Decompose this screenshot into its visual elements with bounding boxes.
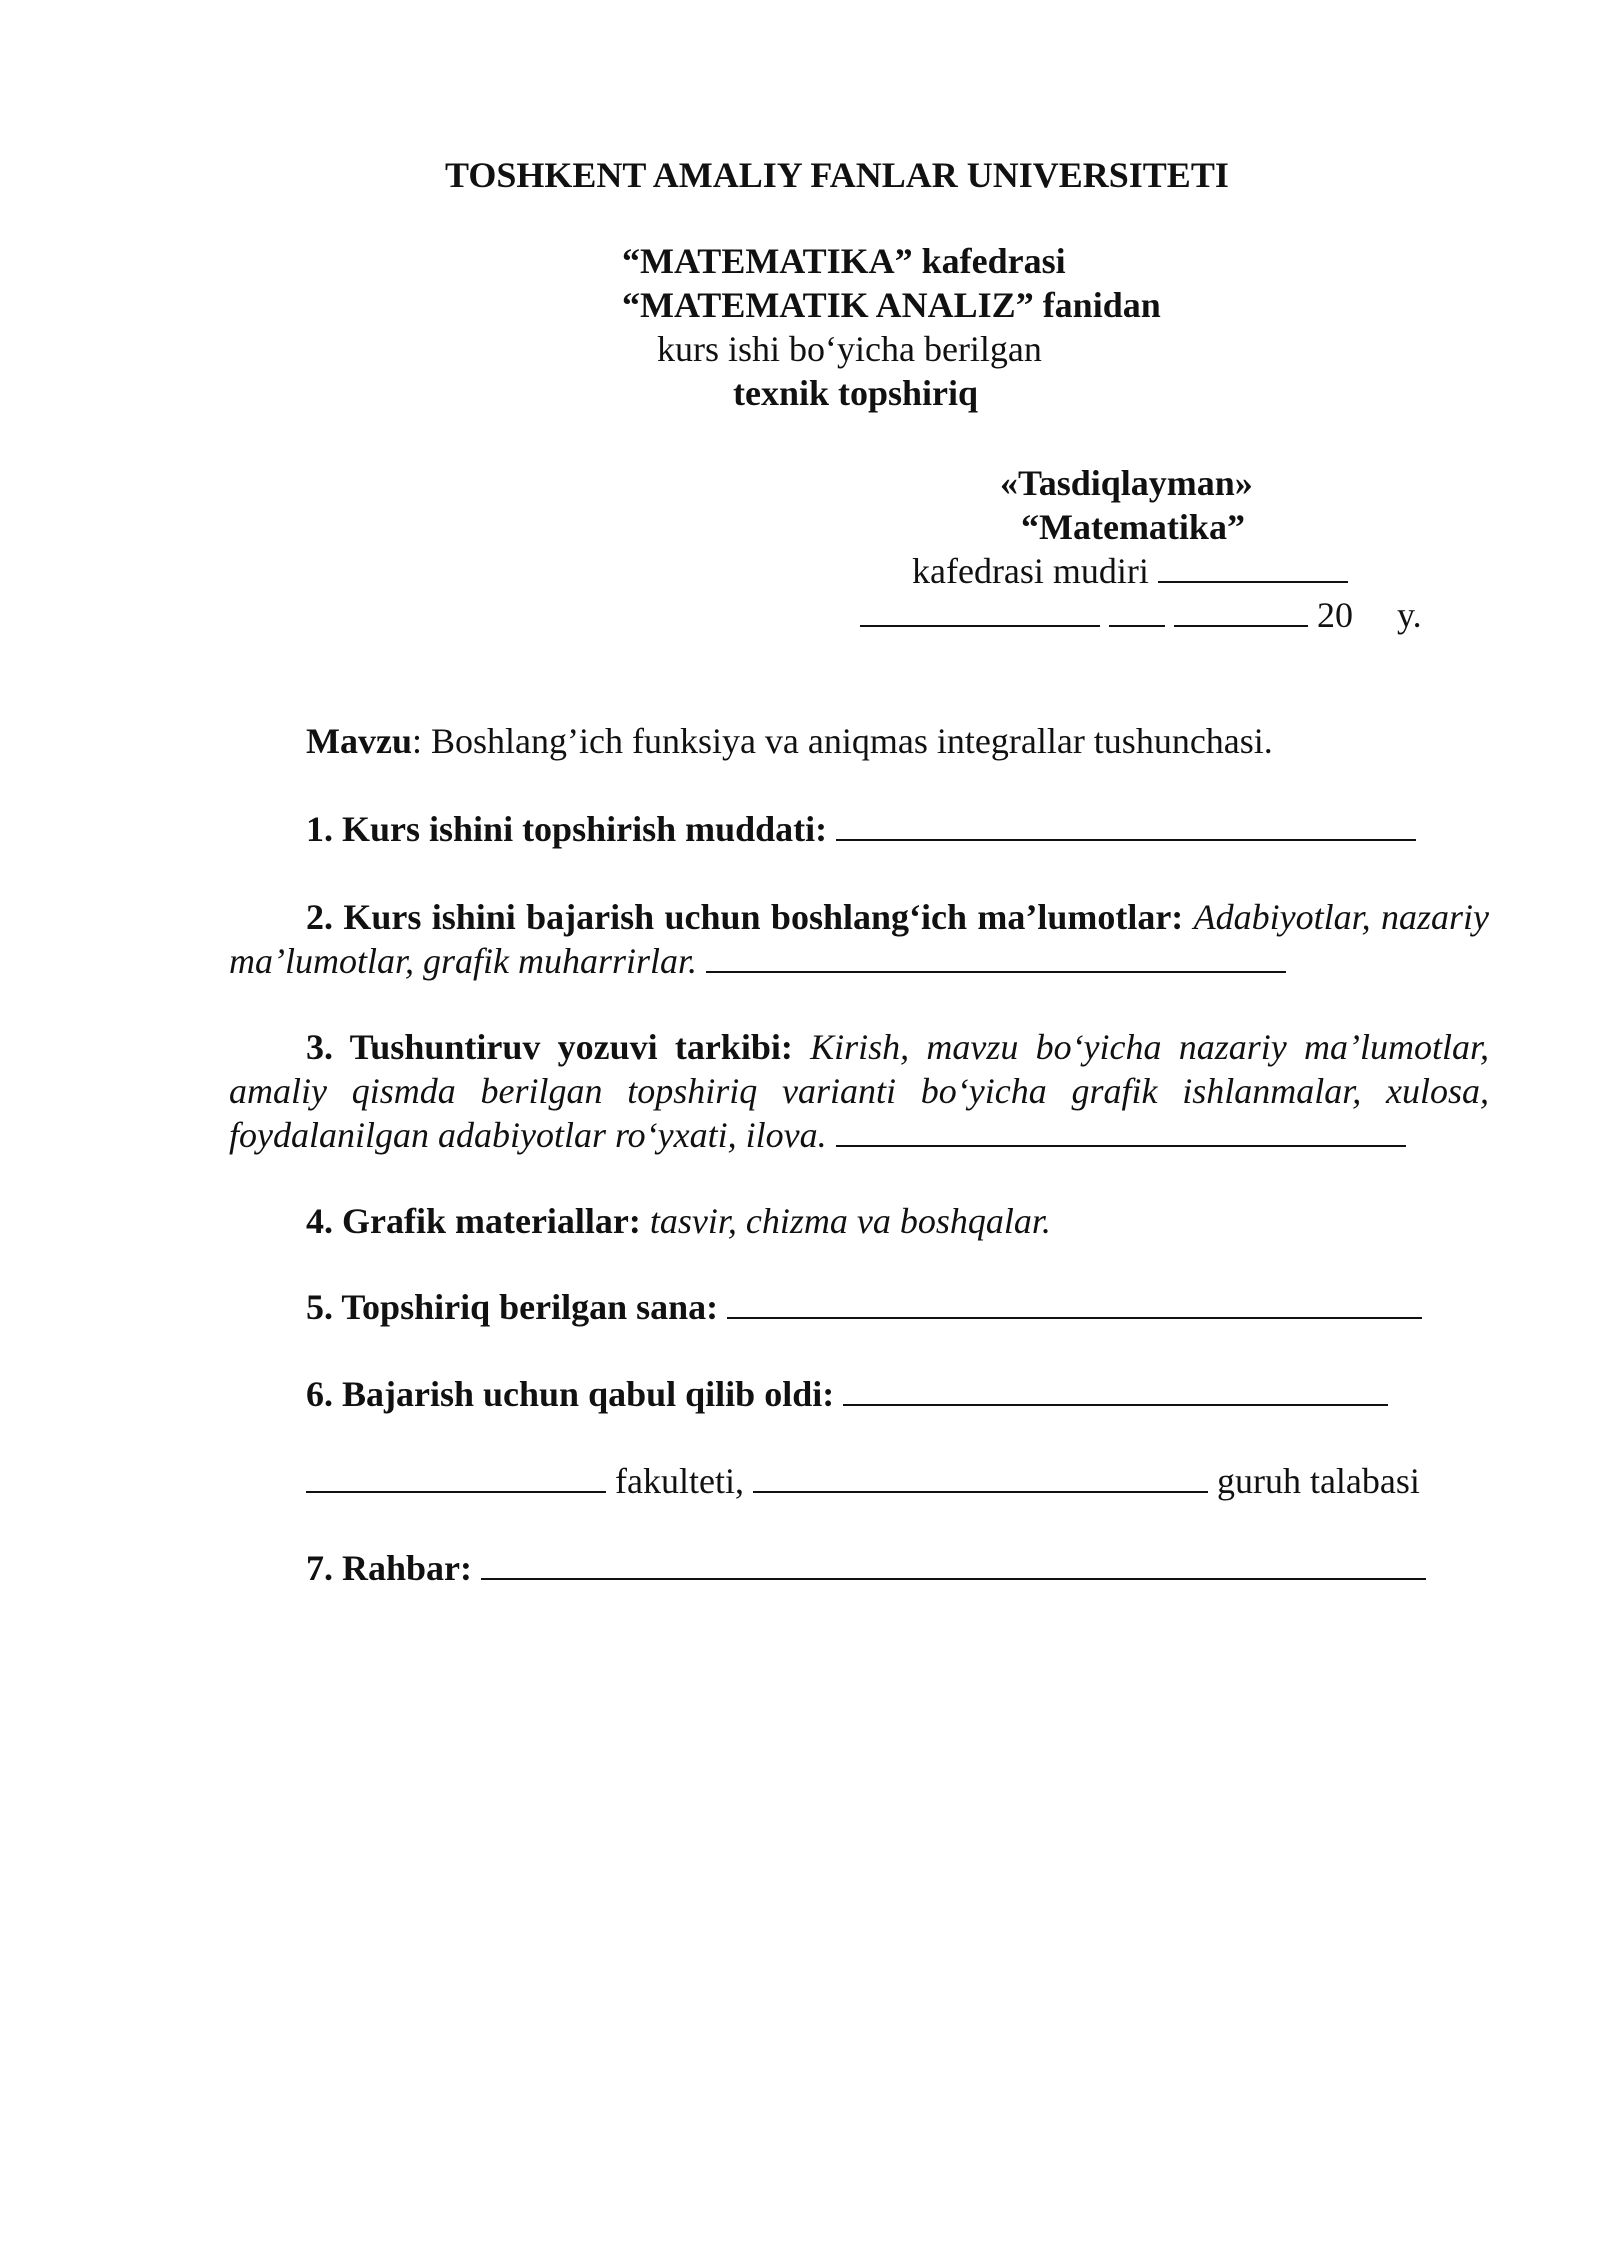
department-name: “MATEMATIKA” kafedrasi — [622, 241, 1066, 281]
item-4 — [306, 1199, 1051, 1243]
university-name: TOSHKENT AMALIY FANLAR UNIVERSITETI — [445, 155, 1229, 195]
approval-department: “Matematika” — [1021, 507, 1245, 547]
header-subtitle: kurs ishi bo‘yicha berilgan — [657, 329, 1042, 369]
item-1 — [306, 807, 1416, 851]
faculty-label: fakulteti, — [615, 1461, 744, 1501]
item-3-label: 3. Tushuntiruv yozuvi tarkibi: — [306, 1027, 793, 1067]
year-suffix: y. — [1397, 595, 1422, 635]
signature-blank — [1158, 551, 1348, 583]
item-1-blank — [836, 809, 1416, 841]
student-line — [306, 1459, 1420, 1503]
group-label: guruh talabasi — [1216, 1461, 1420, 1501]
item-5 — [306, 1285, 1422, 1329]
subject-name: “MATEMATIK ANALIZ” fanidan — [622, 285, 1161, 325]
item-6-blank — [843, 1374, 1388, 1406]
topic-line — [306, 719, 1273, 763]
item-6 — [306, 1372, 1388, 1416]
approval-head-line — [912, 549, 1348, 593]
item-3-text: Kirish, mavzu bo‘yicha nazariy ma’lumotlar, amaliy qismda berilgan topshiriq varianti bo‘yicha grafik ishlanmalar, xulosa, foydalanilgan adabiyotlar ro‘yxati, ilova. — [229, 1027, 1489, 1155]
approval-title: «Tasdiqlayman» — [1000, 463, 1253, 503]
item-1-label: 1. Kurs ishini topshirish muddati: — [306, 809, 828, 849]
approval-head-label: kafedrasi mudiri — [912, 551, 1149, 591]
item-5-label: 5. Topshiriq berilgan sana: — [306, 1287, 719, 1327]
item-2-text: Adabiyotlar, nazariy ma’lumotlar, grafik muharrirlar. — [229, 897, 1490, 981]
item-2-label: 2. Kurs ishini bajarish uchun boshlang‘ich ma’lumotlar: — [306, 897, 1184, 937]
topic-text: : Boshlang’ich funksiya va aniqmas integrallar tushunchasi. — [411, 721, 1273, 761]
topic-label: Mavzu — [306, 721, 412, 761]
date-blank-3 — [1174, 595, 1308, 627]
item-7 — [306, 1546, 1426, 1590]
item-4-text: tasvir, chizma va boshqalar. — [649, 1201, 1051, 1241]
approval-date-line — [860, 593, 1422, 637]
item-2-blank — [706, 941, 1286, 973]
item-3 — [229, 1025, 1489, 1157]
date-blank-1 — [860, 595, 1100, 627]
faculty-blank — [306, 1461, 606, 1493]
date-blank-2 — [1109, 595, 1165, 627]
group-blank — [753, 1461, 1208, 1493]
item-5-blank — [727, 1287, 1422, 1319]
item-4-label: 4. Grafik materiallar: — [306, 1201, 641, 1241]
item-7-blank — [481, 1548, 1426, 1580]
item-7-label: 7. Rahbar: — [306, 1548, 473, 1588]
year-prefix: 20 — [1317, 595, 1353, 635]
item-6-label: 6. Bajarish uchun qabul qilib oldi: — [306, 1374, 835, 1414]
item-3-blank — [836, 1115, 1406, 1147]
document-type: texnik topshiriq — [733, 373, 979, 413]
item-2 — [229, 895, 1489, 983]
